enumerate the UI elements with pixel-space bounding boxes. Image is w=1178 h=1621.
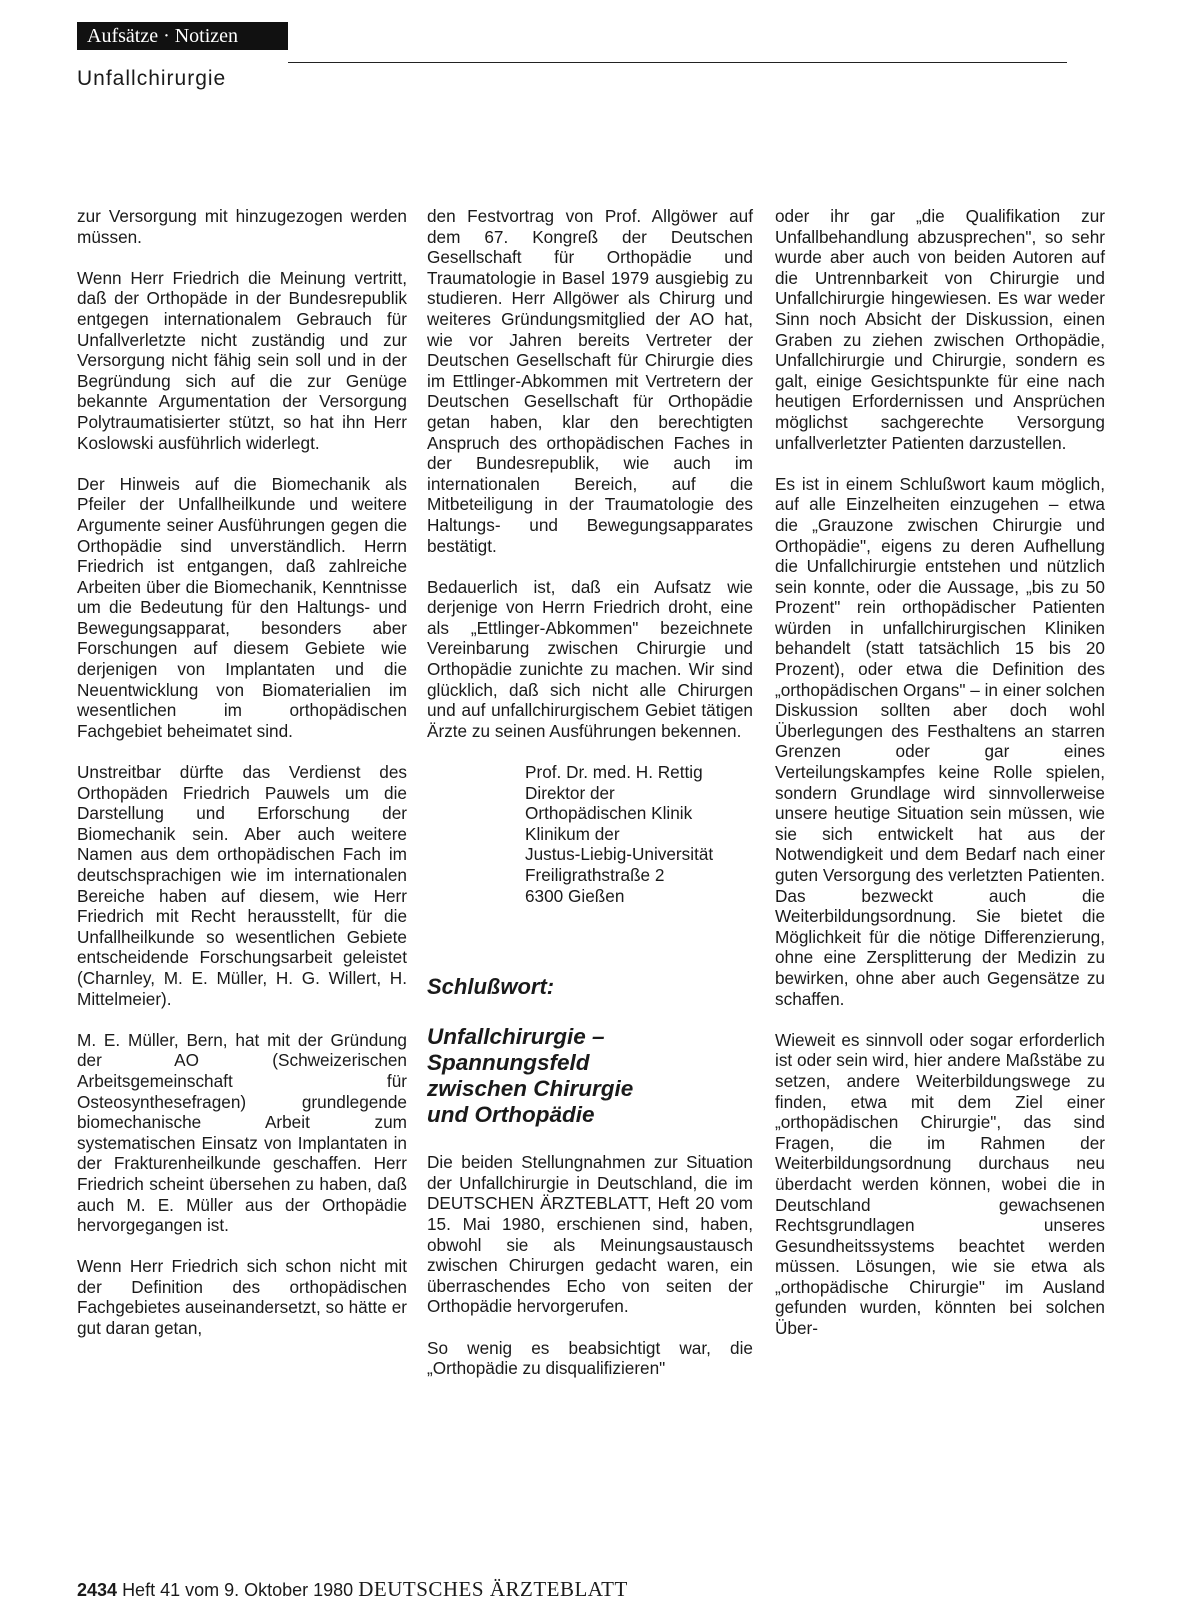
column-3 — [775, 206, 1105, 1359]
author-signature — [525, 762, 753, 906]
paragraph: den Festvortrag von Prof. Allgöwer auf dem 67. Kongreß der Deutschen Gesellschaft für Orthopädie und Traumatologie in Basel 1979 ausgiebig zu studieren. Herr Allgöwer als Chirurg und weiteres Gründungsmitglied der AO hat, wie vor Jahren bereits Vertreter der Deutschen Gesellschaft für Chirurgie dies im Ettlinger-Abkommen mit Vertretern der Deutschen Gesellschaft für Orthopädie getan haben, klar den berechtigten Anspruch des orthopädischen Faches in der Bundesrepublik, wie auch im internationalen Bereich, auf die Mitbeteiligung in der Traumatologie des Haltungs- und Bewegungsapparates bestätigt. — [427, 206, 753, 556]
paragraph: Wenn Herr Friedrich die Meinung vertritt, daß der Orthopäde in der Bundesrepublik entgegen internationalem Gebrauch für Unfallverletzte nicht zuständig und zur Versorgung nicht fähig sein soll und in der Begründung sich auf die zur Genüge bekannte Argumentation der Versorgung Polytraumatisierter stützt, so hat ihn Herr Koslowski ausführlich widerlegt. — [77, 267, 407, 453]
reply-title — [427, 1024, 753, 1128]
paragraph: So wenig es beabsichtigt war, die „Orthopädie zu disqualifizieren" — [427, 1337, 753, 1379]
paragraph: Der Hinweis auf die Biomechanik als Pfeiler der Unfallheilkunde und weitere Argumente seiner Ausführungen gegen die Orthopädie sind unverständlich. Herrn Friedrich ist entgangen, daß zahlreiche Arbeiten über die Biomechanik, Kenntnisse um die Bedeutung für den Haltungs- und Bewegungsapparat, besonders aber Forschungen auf diesem Gebiete wie derjenigen von Implantaten und die Neuentwicklung von Biomaterialien im wesentlichen im orthopädischen Fachgebiet beheimatet sind. — [77, 473, 407, 741]
paragraph: Es ist in einem Schlußwort kaum möglich, auf alle Einzelheiten einzugehen – etwa die „Grauzone zwischen Chirurgie und Orthopädie", eigens zu deren Aufhellung die Unfallchirurgie entstehen und nützlich sein konnte, oder die Aussage, „bis zu 50 Prozent" rein orthopädischer Patienten würden in unfallchirurgischen Kliniken behandelt (statt tatsächlich 15 bis 20 Prozent), oder etwa die Definition des „orthopädischen Organs" – in einer solchen Diskussion sollten aber doch wohl Überlegungen des Festhaltens an starren Grenzen oder gar eines Verteilungskampfes keine Rolle spielen, sondern Grundlage wird sinnvollerweise unsere heutige Situation sein müssen, wie sie sich entwickelt hat aus der Notwendigkeit und dem Bedarf nach einer guten Versorgung des verletzten Patienten. Das bezweckt auch die Weiterbildungsordnung. Sie bietet die Möglichkeit für die nötige Differenzierung, ohne eine Zersplitterung der Medizin zu bewirken, ohne aber auch Gegensätze zu schaffen. — [775, 473, 1105, 1009]
paragraph: Wenn Herr Friedrich sich schon nicht mit der Definition des orthopädischen Fachgebietes auseinandersetzt, so hätte er gut daran getan, — [77, 1256, 407, 1339]
column-1 — [77, 206, 407, 1359]
signature-line: Justus-Liebig-Universität — [525, 844, 714, 865]
issue-info: Heft 41 vom 9. Oktober 1980 — [122, 1580, 354, 1600]
signature-line: Klinikum der — [525, 823, 620, 844]
signature-line: Freiligrathstraße 2 — [525, 865, 665, 885]
signature-line: Direktor der — [525, 782, 615, 803]
paragraph: Bedauerlich ist, daß ein Aufsatz wie derjenige von Herrn Friedrich droht, eine als „Ettlinger-Abkommen" bezeichnete Vereinbarung zwischen Chirurgie und Orthopädie zunichte zu machen. Wir sind glücklich, daß sich nicht alle Chirurgen und auf unfallchirurgischem Gebiet tätigen Ärzte zu seinen Ausführungen bekennen. — [427, 576, 753, 741]
signature-line: Orthopädischen Klinik — [525, 803, 693, 824]
paragraph: oder ihr gar „die Qualifikation zur Unfallbehandlung abzusprechen", so sehr wurde aber auch von beiden Autoren auf die Untrennbarkeit von Chirurgie und Unfallchirurgie hingewiesen. Es war weder Sinn noch Absicht der Diskussion, einen Graben zu ziehen zwischen Orthopädie, Unfallchirurgie und Chirurgie, sondern es galt, einige Gesichtspunkte für eine nach heutigen Erfordernissen und Ansprüchen möglichst sachgerechte Versorgung unfallverletzter Patienten darzustellen. — [775, 206, 1105, 453]
paragraph: Die beiden Stellungnahmen zur Situation der Unfallchirurgie in Deutschland, die im DEUTSCHEN ÄRZTEBLATT, Heft 20 vom 15. Mai 1980, erschienen sind, haben, obwohl sie als Meinungsaustausch zwischen Chirurgen gedacht waren, ein überraschendes Echo von seiten der Orthopädie hervorgerufen. — [427, 1152, 753, 1317]
title-line: Spannungsfeld — [427, 1050, 590, 1076]
paragraph: Unstreitbar dürfte das Verdienst des Orthopäden Friedrich Pauwels um die Darstellung und Erforschung der Biomechanik sein. Aber auch weitere Namen aus dem orthopädischen Fach im deutschsprachigen wie im internationalen Bereiche haben auf diesem, wie Herr Friedrich mit Recht herausstellt, für die Unfallheilkunde so wesentlichen Gebiete entscheidende Forschungsarbeit geleistet (Charnley, M. E. Müller, H. G. Willert, H. Mittelmeier). — [77, 762, 407, 1009]
signature-line: 6300 Gießen — [525, 885, 625, 906]
paragraph: M. E. Müller, Bern, hat mit der Gründung der AO (Schweizerischen Arbeitsgemeinschaft für Osteosynthesefragen) grundlegende biomechanische Arbeit zum systematischen Einsatz von Implantaten in der Frakturenheilkunde geschaffen. Herr Friedrich scheint übersehen zu haben, daß auch M. E. Müller aus der Orthopädie hervorgegangen ist. — [77, 1029, 407, 1236]
paragraph: zur Versorgung mit hinzugezogen werden müssen. — [77, 206, 407, 247]
rubric-label: Aufsätze · Notizen — [77, 22, 288, 50]
section-title: Unfallchirurgie — [77, 67, 227, 90]
column-2 — [427, 206, 753, 1399]
title-line: Unfallchirurgie – — [427, 1024, 605, 1050]
page-footer — [77, 1577, 628, 1602]
header-rule — [288, 62, 1067, 63]
page-number: 2434 — [77, 1580, 118, 1600]
journal-name: DEUTSCHES ÄRZTEBLATT — [358, 1577, 628, 1601]
signature-line: Prof. Dr. med. H. Rettig — [525, 762, 703, 783]
title-line: und Orthopädie — [427, 1102, 595, 1128]
reply-kicker: Schlußwort: — [427, 974, 555, 1000]
title-line: zwischen Chirurgie — [427, 1076, 634, 1102]
paragraph: Wieweit es sinnvoll oder sogar erforderlich ist oder sein wird, hier andere Maßstäbe zu setzen, andere Weiterbildungswege zu finden, etwa mit dem Ziel einer „orthopädischen Chirurgie", das sind Fragen, die im Rahmen der Weiterbildungsordnung durchaus neu überdacht werden können, wobei die in Deutschland gewachsenen Rechtsgrundlagen unseres Gesundheitssystems beachtet werden müssen. Lösungen, wie sie etwa als „orthopädische Chirurgie" im Ausland gefunden wurden, könnten bei solchen Über- — [775, 1029, 1105, 1339]
